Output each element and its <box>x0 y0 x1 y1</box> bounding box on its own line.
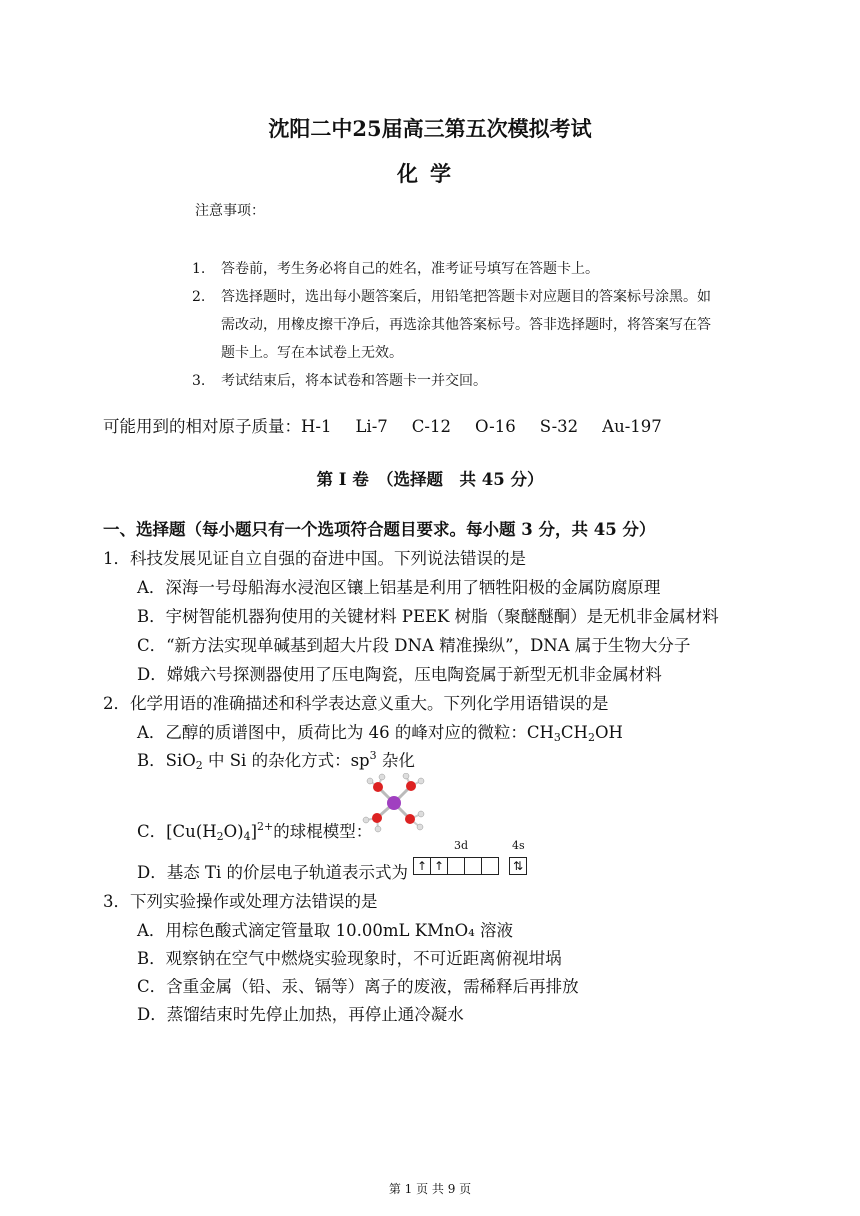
option-text: A．乙醇的质谱图中，质荷比为 46 的峰对应的微粒： <box>137 723 527 742</box>
question-3-option-d: D．蒸馏结束时先停止加热，再停止通冷凝水 <box>137 1005 464 1024</box>
orbital-4s-label: 4s <box>512 839 525 852</box>
notice-line: 考试结束后，将本试卷和答题卡一并交回。 <box>221 373 487 389</box>
atomic-mass-item: Li-7 <box>355 417 388 436</box>
complex-formula: $[Cu(H_2O)_4]^{2+}$ <box>166 820 274 843</box>
question-2-option-a <box>137 719 623 743</box>
notice-number: 3. <box>192 373 206 389</box>
question-2-stem: 2．化学用语的准确描述和科学表达意义重大。下列化学用语错误的是 <box>103 694 609 713</box>
orbital-4s-box: ⇅ <box>509 857 527 875</box>
ethanol-formula: $CH_3CH_2OH$ <box>526 723 623 744</box>
orbital-3d-label: 3d <box>454 839 469 852</box>
atomic-mass-item: C-12 <box>411 417 451 436</box>
question-3-stem: 3．下列实验操作或处理方法错误的是 <box>103 892 378 911</box>
notice-line: 答选择题时，选出每小题答案后，用铅笔把答题卡对应题目的答案标号涂黑。如 <box>221 289 711 305</box>
orbital-3d-box: ↑ <box>413 857 431 875</box>
question-1-option-c: C．“新方法实现单碱基到超大片段 DNA 精准操纵”，DNA 属于生物大分子 <box>137 636 691 655</box>
subject-title: 化学 <box>397 161 463 186</box>
option-text: C． <box>137 822 167 841</box>
option-text: 杂化 <box>376 751 415 770</box>
atomic-mass-item: O-16 <box>474 417 516 436</box>
atomic-masses-label: 可能用到的相对原子质量： <box>103 417 301 436</box>
question-1-option-d: D．嫦娥六号探测器使用了压电陶瓷，压电陶瓷属于新型无机非金属材料 <box>137 665 662 684</box>
orbital-3d-box <box>464 857 482 875</box>
section-header: 第 I 卷 （选择题 共 45 分） <box>316 470 544 489</box>
notice-line: 题卡上。写在本试卷上无效。 <box>221 345 403 361</box>
question-2-option-c <box>137 818 372 842</box>
notice-number: 2. <box>192 289 206 305</box>
question-3-option-c: C．含重金属（铅、汞、镉等）离子的废液，需稀释后再排放 <box>137 977 579 996</box>
atomic-mass-item: Au-197 <box>602 417 662 436</box>
orbital-3d-box: ↑ <box>430 857 448 875</box>
question-1-option-a: A．深海一号母船海水浸泡区镶上铝基是利用了牺牲阳极的金属防腐原理 <box>137 578 661 597</box>
notice-line: 需改动，用橡皮擦干净后，再选涂其他答案标号。答非选择题时，将答案写在答 <box>221 317 711 333</box>
exam-title: 沈阳二中25届高三第五次模拟考试 <box>268 116 592 141</box>
question-1-option-b: B．宇树智能机器狗使用的关键材料 PEEK 树脂（聚醚醚酮）是无机非金属材料 <box>137 607 719 626</box>
part-one-heading: 一、选择题（每小题只有一个选项符合题目要求。每小题 3 分，共 45 分） <box>103 520 656 539</box>
orbital-3d-box <box>481 857 499 875</box>
option-text: 中 Si 的杂化方式： <box>202 751 351 770</box>
atomic-mass-item: H-1 <box>301 417 332 436</box>
atomic-masses-line <box>103 413 686 437</box>
question-2-option-b <box>137 747 415 771</box>
notice-line: 答卷前，考生务必将自己的姓名，准考证号填写在答题卡上。 <box>221 261 599 277</box>
option-text: 的球棍模型： <box>273 822 373 841</box>
question-3-option-b: B．观察钠在空气中燃烧实验现象时，不可近距离俯视坩埚 <box>137 949 562 968</box>
question-1-stem: 1．科技发展见证自立自强的奋进中国。下列说法错误的是 <box>103 549 526 568</box>
notice-heading: 注意事项： <box>195 203 265 219</box>
question-2-option-d: D．基态 Ti 的价层电子轨道表示式为 <box>137 863 409 882</box>
notice-number: 1. <box>192 261 206 277</box>
page-footer: 第 1 页 共 9 页 <box>388 1182 472 1196</box>
atomic-mass-item: S-32 <box>539 417 579 436</box>
sio2-formula: SiO$_2$ <box>165 751 203 772</box>
sp3-notation: $sp^3$ <box>350 749 377 770</box>
question-3-option-a: A．用棕色酸式滴定管量取 10.00mL KMnO₄ 溶液 <box>137 921 513 940</box>
option-text: B． <box>137 751 166 770</box>
orbital-3d-box <box>447 857 465 875</box>
